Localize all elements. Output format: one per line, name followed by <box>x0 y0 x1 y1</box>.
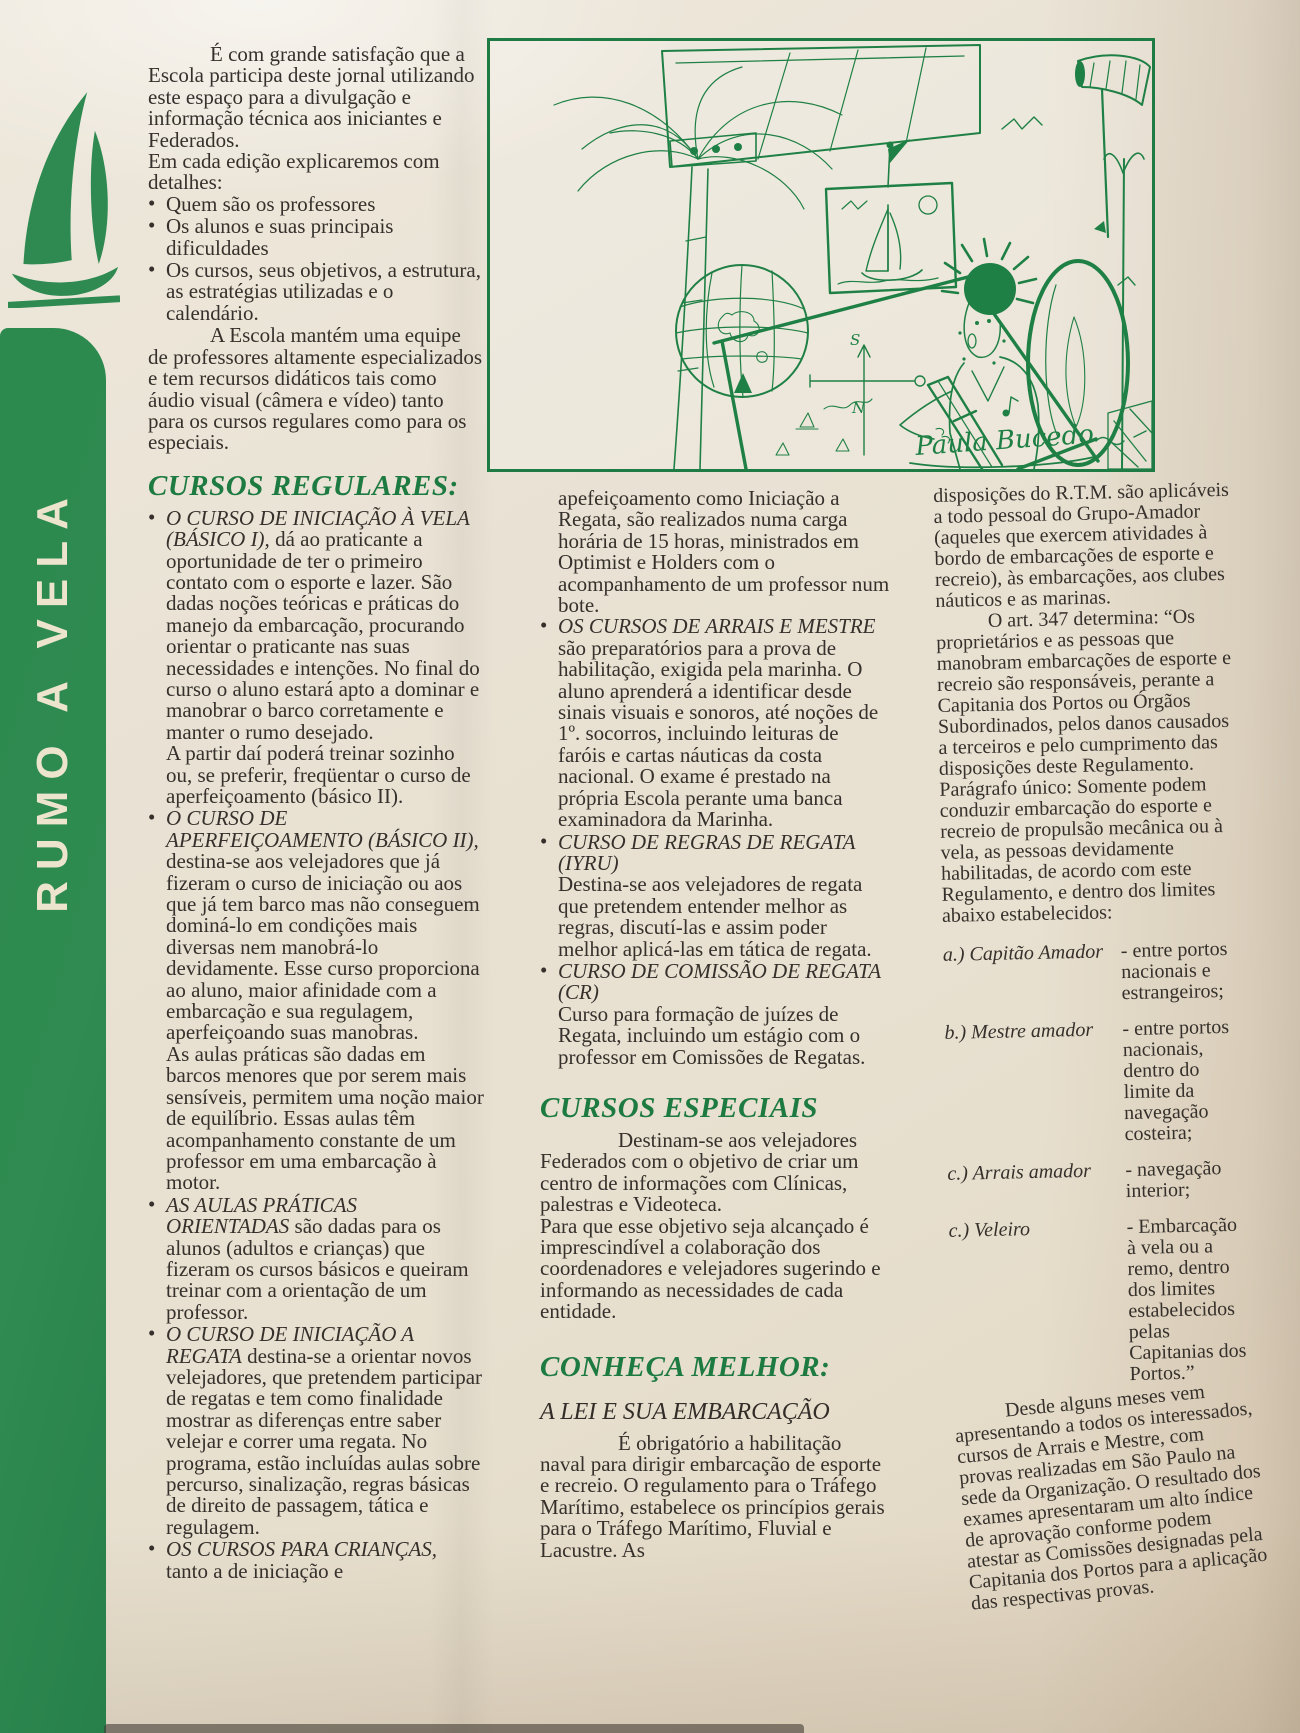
rtm-paragraph-1: disposições do R.T.M. são aplicáveis a todo pessoal do Grupo-Amador (aqueles que exercem atividades à bordo de embarcações de esporte e recreio), às embarcações, aos clubes náuticos e as marinas. <box>932 478 1230 612</box>
illustration <box>487 38 1155 472</box>
intro-bullet-list <box>148 191 484 325</box>
course-body: destina-se a orientar novos velejadores, que pretendem participar de regatas e tem como finalidade mostrar as diferenças entre saber velejar e correr uma regata. No programa, estão incluídas aulas sobre percurso, sinalização, regras básicas de direito de passagem, tática e regulagem. <box>166 1343 483 1539</box>
intro-paragraph-2: Em cada edição explicaremos com detalhes: <box>148 149 440 195</box>
course-body: destina-se aos velejadores que já fizeram o curso de iniciação ou aos que já tem barco mas não conseguem dominá-lo em condições mais diversas nem manobrá-lo devidamente. Esse curso proporciona ao aluno, maior afinidade com a embarcação e sua regulagem, aperfeiçoando suas manobras. <box>166 849 480 1045</box>
course-item <box>148 1539 484 1582</box>
column-right <box>932 478 1269 1615</box>
license-definition: - entre portos nacionais e estrangeiros; <box>1120 937 1228 1005</box>
license-label: c.) Arrais amador <box>947 1159 1092 1185</box>
license-definition: - Embarcação à vela ou a remo, dentro dos limites estabelecidos pelas Capitanias dos Portos.” <box>1126 1213 1247 1386</box>
course-title: OS CURSOS DE ARRAIS E MESTRE <box>558 614 876 639</box>
table-row <box>943 939 1246 1008</box>
course-item <box>540 616 890 830</box>
list-item: • Os alunos e suas principais dificuldades <box>148 216 484 259</box>
rtm-paragraph-2: O art. 347 determina: “Os proprietários e as pessoas que manobram embarcações de esporte e recreio são responsáveis, perante a Capitania dos Portos ou Órgãos Subordinados, pelos danos causados a terceiros e pelo cumprimento das disposições deste Regulamento. <box>936 605 1232 780</box>
license-label: c.) Veleiro <box>948 1218 1031 1242</box>
course-extra: A partir daí poderá treinar sozinho ou, se preferir, freqüentar o curso de aperfeiçoamento (básico II). <box>166 741 471 808</box>
intro-paragraph-1: É com grande satisfação que a Escola participa deste jornal utilizando este espaço para a divulgação e informação técnica aos iniciantes e Federados. <box>148 42 475 152</box>
course-body: Destina-se aos velejadores de regata que pretendem entender melhor as regras, discutí-las e assim poder melhor aplicá-las em tática de regata. <box>558 872 872 961</box>
svg-text:Paula Bucedo: Paula Bucedo <box>914 419 1095 462</box>
photo-edge <box>104 1724 804 1733</box>
course-item <box>148 505 484 808</box>
regular-courses-list <box>148 505 484 1583</box>
course-body: são preparatórios para a prova de habilitação, exigida pela marinha. O aluno aprenderá a identificar desde sinais visuais e sonoros, até noções de 1º. socorros, incluindo leituras de faróis e cartas náuticas da costa nacional. O exame é prestado na própria Escola perante uma banca examinadora da Marinha. <box>558 635 879 832</box>
sailboat-logo-icon <box>8 80 120 308</box>
course-extra: As aulas práticas são dadas em barcos menores que por serem mais sensíveis, permitem uma noção maior de equilíbrio. Essas aulas têm acompanhamento constante de um professor em uma embarcação à motor. <box>166 1041 484 1195</box>
svg-text:N: N <box>852 399 866 417</box>
course-item <box>148 808 484 1193</box>
middle-courses-list <box>540 616 890 1068</box>
course-title: O CURSO DE INICIAÇÃO A REGATA <box>166 1322 414 1368</box>
course-continuation: apefeiçoamento como Iniciação a Regata, são realizados numa carga horária de 15 horas, ministrados em Optimist e Holders com o acompanhamento de um professor num bote. <box>558 486 890 618</box>
course-body: dá ao praticante a oportunidade de ter o primeiro contato com o esporte e lazer. São dadas noções teóricas e práticas do manejo da embarcação, procurando orientar o praticante nas suas necessidades e intenções. No final do curso o aluno estará apto a dominar e manobrar o barco corretamente e manter o rumo desejado. <box>166 527 480 744</box>
course-item <box>148 1324 484 1538</box>
table-row <box>947 1158 1250 1206</box>
table-row <box>948 1215 1253 1389</box>
framed-picture-icon <box>826 139 956 293</box>
rtm-paragraph-3: Parágrafo único: Somente podem conduzir embarcação do esporte e recreio de propulsão mecânica ou à vela, as pessoas devidamente habilitadas, de acordo com este Regulamento, e dentro dos limites abaixo estabelecidos: <box>939 773 1224 927</box>
license-definition: - entre portos nacionais, dentro do limite da navegação costeira; <box>1122 1015 1230 1146</box>
heading-cursos-especiais: CURSOS ESPECIAIS <box>540 1091 818 1124</box>
svg-text:S: S <box>850 331 861 349</box>
course-body: Curso para formação de juízes de Regata, incluindo um estágio com o professor em Comissões de Regatas. <box>558 1001 866 1069</box>
license-definition: - navegação interior; <box>1125 1157 1222 1203</box>
heading-cursos-regulares: CURSOS REGULARES: <box>148 469 459 502</box>
lei-paragraph: É obrigatório a habilitação naval para dirigir embarcação de esporte e recreio. O regulamento para o Tráfego Marítimo, estabelece os princípios gerais para o Tráfego Marítimo, Fluvial e Lacustre. As <box>540 1430 885 1562</box>
especiais-paragraph-2: Para que esse objetivo seja alcançado é imprescindível a colaboração dos coordenadores e velejadores sugerindo e informando as necessidades de cada entidade. <box>540 1213 881 1324</box>
sailing-school-drawing <box>490 41 1152 469</box>
course-title: • CURSO DE COMISSÃO DE REGATA (CR) <box>558 958 881 1005</box>
course-title: AS AULAS PRÁTICAS ORIENTADAS <box>166 1192 357 1239</box>
course-title: O CURSO DE INICIAÇÃO À VELA (BÁSICO I), <box>166 505 470 552</box>
palm-tree-icon <box>554 67 842 469</box>
especiais-paragraph-1: Destinam-se aos velejadores Federados com o objetivo de criar um centro de informações com Clínicas, palestras e Videoteca. <box>540 1127 859 1217</box>
intro-paragraph-3: A Escola mantém uma equipe de professores altamente especializados e tem recursos didáticos tais como áudio visual (câmera e vídeo) tanto para os cursos regulares como para os especiais. <box>148 323 483 455</box>
map-globe-icon <box>676 265 808 397</box>
windsock-icon <box>1075 55 1150 237</box>
license-categories-table <box>943 939 1254 1389</box>
course-title: O CURSO DE APERFEIÇOAMENTO (BÁSICO II), <box>166 806 479 852</box>
course-item <box>540 958 890 1069</box>
course-body: são dadas para os alunos (adultos e crianças) que fizeram os cursos básicos e queiram treinar com a orientação de um professor. <box>166 1214 469 1324</box>
subheading-lei-embarcacao: A LEI E SUA EMBARCAÇÃO <box>540 1398 830 1425</box>
license-label: b.) Mestre amador <box>944 1018 1094 1044</box>
sidebar-bar <box>0 328 106 1733</box>
course-item <box>540 829 890 961</box>
closing-paragraph: Desde alguns meses vem apresentando a todos os interessados, cursos de Arrais e Mestre, com provas realizadas em São Paulo na sede da Organização. O resultado dos exames apresentaram um alto índice de aprovação conforme podem atestar as Comissões designadas pela Capitania dos Portos para a aplicação das respectivas provas. <box>954 1380 1269 1615</box>
course-body: tanto a de iniciação e <box>166 1558 344 1583</box>
section-vertical-title: RUMO A VELA <box>28 487 77 913</box>
course-title: OS CURSOS PARA CRIANÇAS, <box>166 1537 438 1562</box>
heading-conheca-melhor: CONHEÇA MELHOR: <box>540 1350 831 1383</box>
license-label: a.) Capitão Amador <box>942 940 1104 966</box>
course-title: • CURSO DE REGRAS DE REGATA (IYRU) <box>558 829 856 875</box>
list-item: • Quem são os professores <box>148 194 484 215</box>
column-middle <box>540 488 890 1561</box>
table-row <box>944 1017 1249 1149</box>
column-left <box>148 44 484 1583</box>
course-item <box>148 1192 484 1324</box>
list-item: • Os cursos, seus objetivos, a estrutura, as estratégias utilizadas e o calendário. <box>148 260 484 324</box>
